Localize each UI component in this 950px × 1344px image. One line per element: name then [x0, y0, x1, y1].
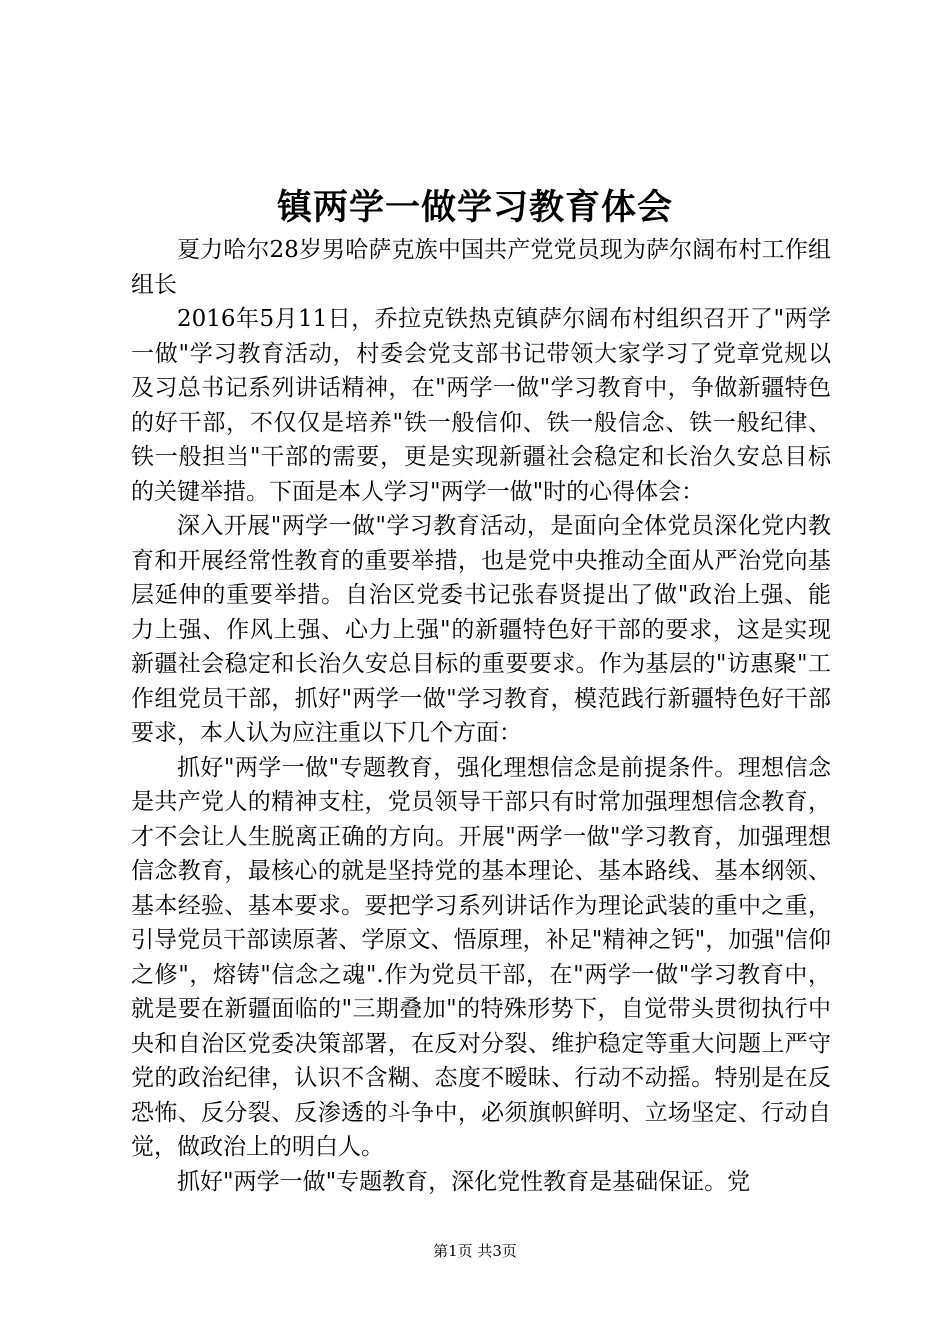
paragraph-event: 2016年5月11日，乔拉克铁热克镇萨尔阔布村组织召开了"两学一做"学习教育活动，村委会党支部书记带领大家学习了党章党规以及习总书记系列讲话精神，在"两学一做"学习教育中，争做新疆特色的好干部，不仅仅是培养"铁一般信仰、铁一般信念、铁一般纪律、铁一般担当"干部的需要，更是实现新疆社会稳定和长治久安总目标的关键举措。下面是本人学习"两学一做"时的心得体会：	[131, 306, 831, 505]
page-footer: 第1页 共3页	[433, 1242, 517, 1260]
paragraph-author-intro: 夏力哈尔28岁男哈萨克族中国共产党党员现为萨尔阔布村工作组组长	[131, 237, 831, 298]
paragraph-ideals: 抓好"两学一做"专题教育，强化理想信念是前提条件。理想信念是共产党人的精神支柱，党员领导干部只有时常加强理想信念教育，才不会让人生脱离正确的方向。开展"两学一做"学习教育，加强理想信念教育，最核心的就是坚持党的基本理论、基本路线、基本纲领、基本经验、基本要求。要把学习系列讲话作为理论武装的重中之重，引导党员干部读原著、学原文、悟原理，补足"精神之钙"，加强"信仰之修"，熔铸"信念之魂".作为党员干部，在"两学一做"学习教育中，就是要在新疆面临的"三期叠加"的特殊形势下，自觉带头贯彻执行中央和自治区党委决策部署，在反对分裂、维护稳定等重大问题上严守党的政治纪律，认识不含糊、态度不暧昧、行动不动摇。特别是在反恐怖、反分裂、反渗透的斗争中，必须旗帜鲜明、立场坚定、行动自觉，做政治上的明白人。	[131, 754, 831, 1160]
paragraph-party-spirit: 抓好"两学一做"专题教育，深化党性教育是基础保证。党	[177, 1168, 751, 1195]
document-body	[131, 233, 831, 1199]
document-title: 镇两学一做学习教育体会	[276, 188, 673, 228]
paragraph-significance: 深入开展"两学一做"学习教育活动，是面向全体党员深化党内教育和开展经常性教育的重要举措，也是党中央推动全面从严治党向基层延伸的重要举措。自治区党委书记张春贤提出了做"政治上强、能力上强、作风上强、心力上强"的新疆特色好干部的要求，这是实现新疆社会稳定和长治久安总目标的重要要求。作为基层的"访惠聚"工作组党员干部，抓好"两学一做"学习教育，模范践行新疆特色好干部要求，本人认为应注重以下几个方面：	[131, 513, 831, 746]
